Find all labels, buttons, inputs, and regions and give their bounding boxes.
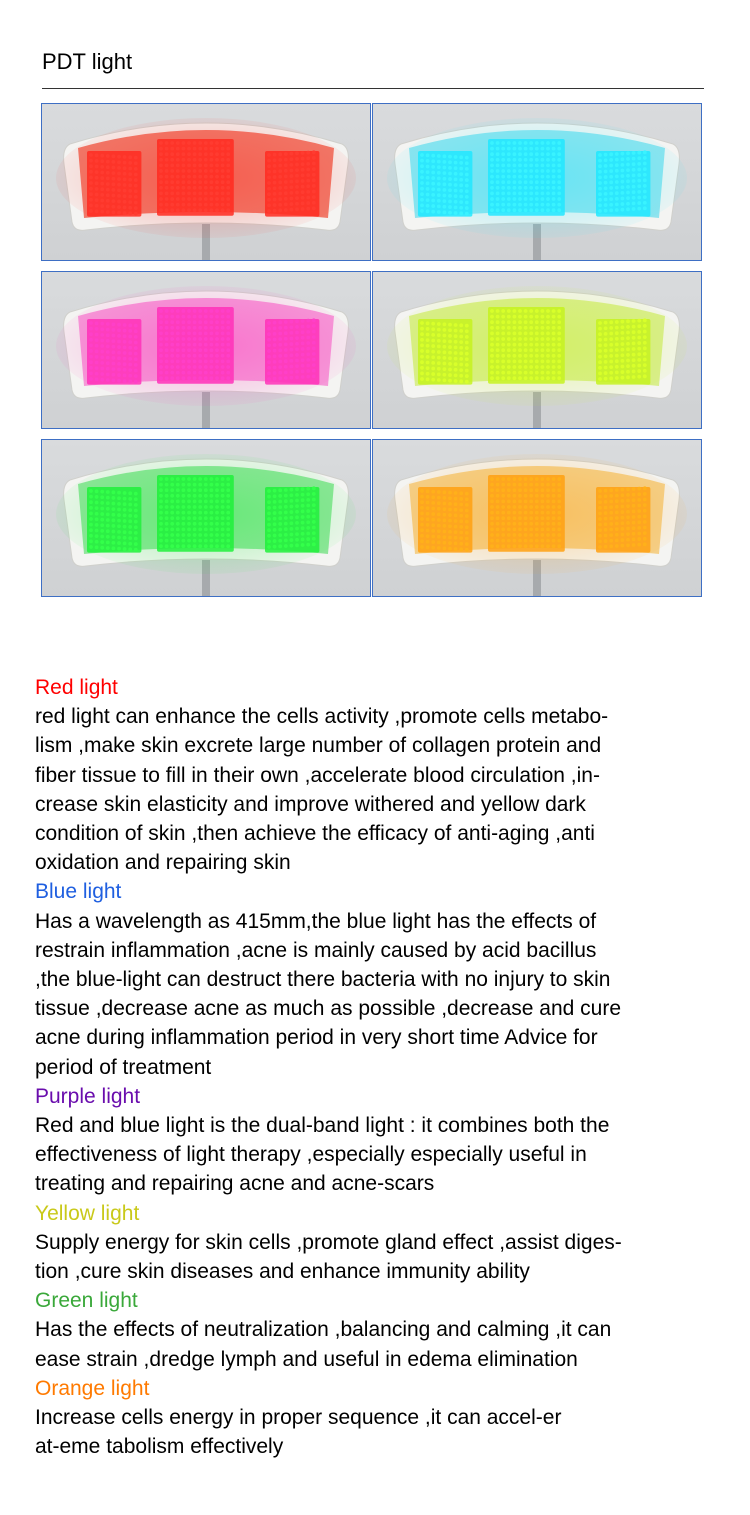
section-title-orange: Orange light [35,1376,150,1400]
section-red [35,673,725,877]
section-title-blue: Blue light [35,880,122,904]
section-title-red: Red light [35,676,118,699]
green-light-panel-image [41,439,371,597]
section-blue [35,877,725,1081]
section-title-purple: Purple light [35,1084,141,1108]
section-title-green: Green light [35,1289,138,1313]
section-title-yellow: Yellow light [35,1201,140,1225]
light-panel-grid [41,103,704,607]
section-body-blue: Has a wavelength as 415mm,the blue light has the effects of restrain inflammation ,acne is mainly caused by acid bacillus ,the blue-light can destruct there bacteria with no injury to skin tissue ,decrease acne as much as possible ,decrease and cure acne during inflammation period in very short time Advice for period of treatment [35,909,622,1079]
section-yellow [35,1199,725,1287]
orange-light-panel-image [372,439,702,597]
section-orange [35,1374,725,1462]
header-divider [42,88,704,89]
page-title: PDT light [42,49,133,74]
section-body-purple: Red and blue light is the dual-band light : it combines both the effectiveness of light therapy ,especially especially useful in treating and repairing acne and acne-scars [35,1114,610,1196]
yellow-green-light-panel-image [372,271,702,429]
section-green [35,1286,725,1374]
panel-row-1 [41,103,704,261]
cyan-light-panel-image [372,103,702,261]
panel-row-2 [41,271,704,429]
section-body-red: red light can enhance the cells activity ,promote cells metabo- lism ,make skin excrete large number of collagen protein and fiber tissue to fill in their own ,accelerate blood circulation ,in- crease skin elasticity and improve withered and yellow dark condition of skin ,then achieve the efficacy of anti-aging ,anti oxidation and repairing skin [35,705,609,875]
section-body-orange: Increase cells energy in proper sequence ,it can accel-er at-eme tabolism effectively [35,1406,562,1459]
section-body-yellow: Supply energy for skin cells ,promote gland effect ,assist diges- tion ,cure skin diseases and enhance immunity ability [35,1230,622,1284]
panel-row-3 [41,439,704,597]
red-light-panel-image [41,103,371,261]
section-purple [35,1082,725,1199]
section-body-green: Has the effects of neutralization ,balancing and calming ,it can ease strain ,dredge lymph and useful in edema elimination [35,1318,612,1371]
light-descriptions [35,673,725,1461]
page-header [42,48,704,76]
pink-light-panel-image [41,271,371,429]
